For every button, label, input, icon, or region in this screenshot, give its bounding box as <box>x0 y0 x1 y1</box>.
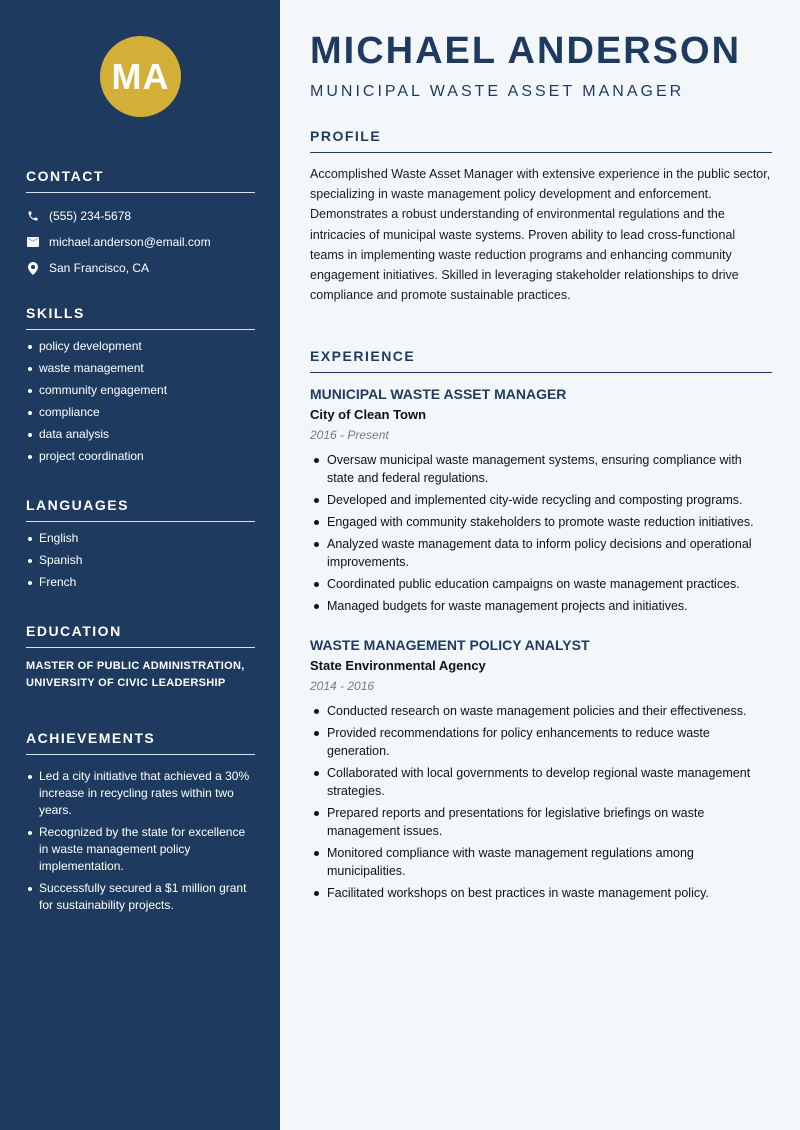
sidebar <box>0 0 280 1130</box>
education-degree: MASTER OF PUBLIC ADMINISTRATION, UNIVERSITY OF CIVIC LEADERSHIP <box>26 660 245 689</box>
achievements-section <box>26 730 255 919</box>
list-item: data analysis <box>26 426 255 444</box>
list-item: compliance <box>26 404 255 422</box>
contact-list <box>26 203 255 281</box>
achievements-list <box>26 768 255 914</box>
list-item: community engagement <box>26 382 255 400</box>
skills-section <box>26 305 255 470</box>
list-item: Successfully secured a $1 million grant for sustainability projects. <box>26 880 255 914</box>
job-entry <box>310 386 772 619</box>
experience-heading: EXPERIENCE <box>310 348 772 373</box>
contact-phone[interactable] <box>26 203 255 229</box>
job-dates: 2016 - Present <box>310 428 389 442</box>
profile-text: Accomplished Waste Asset Manager with extensive experience in the public sector, specializing in waste management policy development and enforcement. Demonstrates a robust understanding of environmental regulations and the intricacies of municipal waste systems. Proven ability to lead cross-functional teams in implementing waste reduction programs and enhancing community engagement initiatives. Skilled in leveraging stakeholder relationships to drive compliance and promote sustainable practices. <box>310 167 771 303</box>
skills-list <box>26 338 255 466</box>
list-item: Spanish <box>26 552 255 570</box>
list-item: Provided recommendations for policy enhancements to reduce waste generation. <box>310 724 772 760</box>
list-item: Facilitated workshops on best practices in waste management policy. <box>310 884 772 902</box>
mail-icon <box>26 235 40 249</box>
languages-heading: LANGUAGES <box>26 497 255 522</box>
list-item: Led a city initiative that achieved a 30% increase in recycling rates within two years. <box>26 768 255 819</box>
job-bullets <box>310 702 772 902</box>
list-item: waste management <box>26 360 255 378</box>
list-item: Collaborated with local governments to develop regional waste management strategies. <box>310 764 772 800</box>
location-pin-icon <box>26 261 40 275</box>
list-item: English <box>26 530 255 548</box>
job-dates: 2014 - 2016 <box>310 679 375 693</box>
achievements-heading: ACHIEVEMENTS <box>26 730 255 755</box>
phone-icon <box>26 209 40 223</box>
profile-section <box>310 128 772 305</box>
list-item: Recognized by the state for excellence in waste management policy implementation. <box>26 824 255 875</box>
job-company: State Environmental Agency <box>310 658 486 673</box>
list-item: Coordinated public education campaigns on waste management practices. <box>310 575 772 593</box>
contact-location <box>26 255 255 281</box>
list-item: Prepared reports and presentations for legislative briefings on waste management issues. <box>310 804 772 840</box>
job-title: MUNICIPAL WASTE ASSET MANAGER <box>310 386 567 402</box>
profile-heading: PROFILE <box>310 128 772 153</box>
education-section <box>26 623 255 692</box>
email-text: michael.anderson@email.com <box>49 235 211 249</box>
candidate-title: MUNICIPAL WASTE ASSET MANAGER <box>310 83 685 100</box>
contact-section <box>26 168 255 281</box>
job-bullets <box>310 451 772 615</box>
list-item: policy development <box>26 338 255 356</box>
experience-section <box>310 348 772 373</box>
list-item: Oversaw municipal waste management systems, ensuring compliance with state and federal regulations. <box>310 451 772 487</box>
skills-heading: SKILLS <box>26 305 255 330</box>
list-item: Developed and implemented city-wide recycling and composting programs. <box>310 491 772 509</box>
languages-section <box>26 497 255 596</box>
contact-heading: CONTACT <box>26 168 255 193</box>
contact-email[interactable] <box>26 229 255 255</box>
job-title: WASTE MANAGEMENT POLICY ANALYST <box>310 637 590 653</box>
candidate-name: MICHAEL ANDERSON <box>310 30 742 72</box>
education-heading: EDUCATION <box>26 623 255 648</box>
list-item: Engaged with community stakeholders to promote waste reduction initiatives. <box>310 513 772 531</box>
list-item: French <box>26 574 255 592</box>
list-item: project coordination <box>26 448 255 466</box>
list-item: Monitored compliance with waste management regulations among municipalities. <box>310 844 772 880</box>
list-item: Managed budgets for waste management projects and initiatives. <box>310 597 772 615</box>
languages-list <box>26 530 255 592</box>
list-item: Conducted research on waste management policies and their effectiveness. <box>310 702 772 720</box>
phone-text: (555) 234-5678 <box>49 209 132 223</box>
location-text: San Francisco, CA <box>49 261 150 275</box>
job-company: City of Clean Town <box>310 407 427 422</box>
job-entry <box>310 637 772 906</box>
avatar: MA <box>100 36 181 117</box>
list-item: Analyzed waste management data to inform policy decisions and operational improvements. <box>310 535 772 571</box>
